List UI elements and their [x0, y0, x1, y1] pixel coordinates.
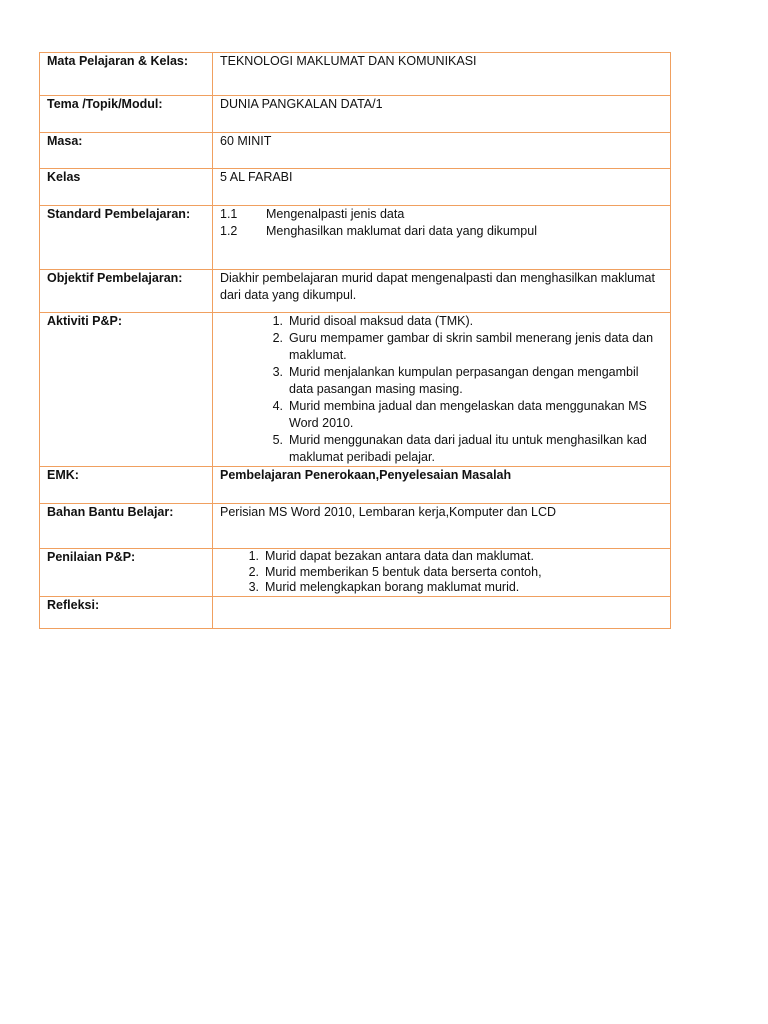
objective-value: Diakhir pembelajaran murid dapat mengenalpasti dan menghasilkan maklumat dari data yang dikumpul.: [213, 270, 671, 313]
list-item-number: 3.: [248, 580, 259, 594]
subject-value: TEKNOLOGI MAKLUMAT DAN KOMUNIKASI: [213, 53, 671, 96]
objective-label: Objektif Pembelajaran:: [40, 270, 213, 313]
list-item: [220, 580, 664, 596]
list-item: [220, 364, 664, 398]
standard-item-text: Menghasilkan maklumat dari data yang dikumpul: [266, 224, 537, 238]
standard-item-text: Mengenalpasti jenis data: [266, 207, 405, 221]
list-item-text: Murid menjalankan kumpulan perpasangan dengan mengambil data pasangan masing masing.: [289, 365, 639, 396]
row-time: [40, 133, 671, 169]
list-item: [220, 565, 664, 581]
row-materials: [40, 504, 671, 549]
standard-item: [220, 223, 664, 240]
materials-label: Bahan Bantu Belajar:: [40, 504, 213, 549]
emk-value: Pembelajaran Penerokaan,Penyelesaian Masalah: [213, 467, 671, 504]
standard-item: [220, 206, 664, 223]
list-item-number: 2.: [248, 564, 259, 579]
assessment-value: [213, 549, 671, 597]
list-item-number: 4.: [272, 399, 283, 413]
list-item: [220, 398, 664, 432]
list-item-number: 1.: [272, 314, 283, 328]
standard-value: [213, 206, 671, 270]
list-item: [220, 549, 664, 565]
time-value: 60 MINIT: [213, 133, 671, 169]
list-item: [220, 330, 664, 364]
time-label: Masa:: [40, 133, 213, 169]
reflection-value: [213, 596, 671, 628]
row-class: [40, 169, 671, 206]
standard-item-number: 1.1: [220, 207, 238, 221]
reflection-label: Refleksi:: [40, 596, 213, 628]
class-label: Kelas: [40, 169, 213, 206]
list-item-text: Guru mempamer gambar di skrin sambil menerang jenis data dan maklumat.: [289, 331, 654, 362]
list-item-text: Murid menggunakan data dari jadual itu untuk menghasilkan kad maklumat peribadi pelajar.: [289, 433, 647, 464]
row-theme: [40, 96, 671, 133]
row-subject: [40, 53, 671, 96]
row-assessment: [40, 549, 671, 597]
list-item: [220, 313, 664, 330]
assessment-list: [220, 549, 664, 596]
list-item-text: Murid melengkapkan borang maklumat murid.: [265, 580, 520, 594]
standard-label: Standard Pembelajaran:: [40, 206, 213, 270]
materials-value: Perisian MS Word 2010, Lembaran kerja,Komputer dan LCD: [213, 504, 671, 549]
list-item-text: Murid membina jadual dan mengelaskan data menggunakan MS Word 2010.: [289, 399, 647, 430]
list-item: [220, 432, 664, 466]
emk-label: EMK:: [40, 467, 213, 504]
class-value: 5 AL FARABI: [213, 169, 671, 206]
list-item-text: Murid disoal maksud data (TMK).: [289, 314, 474, 328]
activities-list: [220, 313, 664, 466]
list-item-number: 2.: [272, 331, 283, 345]
theme-label: Tema /Topik/Modul:: [40, 96, 213, 133]
list-item-number: 5.: [272, 433, 283, 447]
theme-value: DUNIA PANGKALAN DATA/1: [213, 96, 671, 133]
row-emk: [40, 467, 671, 504]
standard-item-number: 1.2: [220, 224, 238, 238]
row-standard: [40, 206, 671, 270]
activities-label: Aktiviti P&P:: [40, 313, 213, 467]
row-reflection: [40, 596, 671, 628]
subject-label: Mata Pelajaran & Kelas:: [40, 53, 213, 96]
row-activities: [40, 313, 671, 467]
list-item-number: 3.: [272, 365, 283, 379]
assessment-label: Penilaian P&P:: [40, 549, 213, 597]
activities-value: [213, 313, 671, 467]
lesson-plan-table: [39, 52, 671, 629]
row-objective: [40, 270, 671, 313]
list-item-number: 1.: [248, 549, 259, 563]
list-item-text: Murid dapat bezakan antara data dan maklumat.: [265, 549, 534, 563]
list-item-text: Murid memberikan 5 bentuk data berserta contoh,: [265, 564, 542, 579]
